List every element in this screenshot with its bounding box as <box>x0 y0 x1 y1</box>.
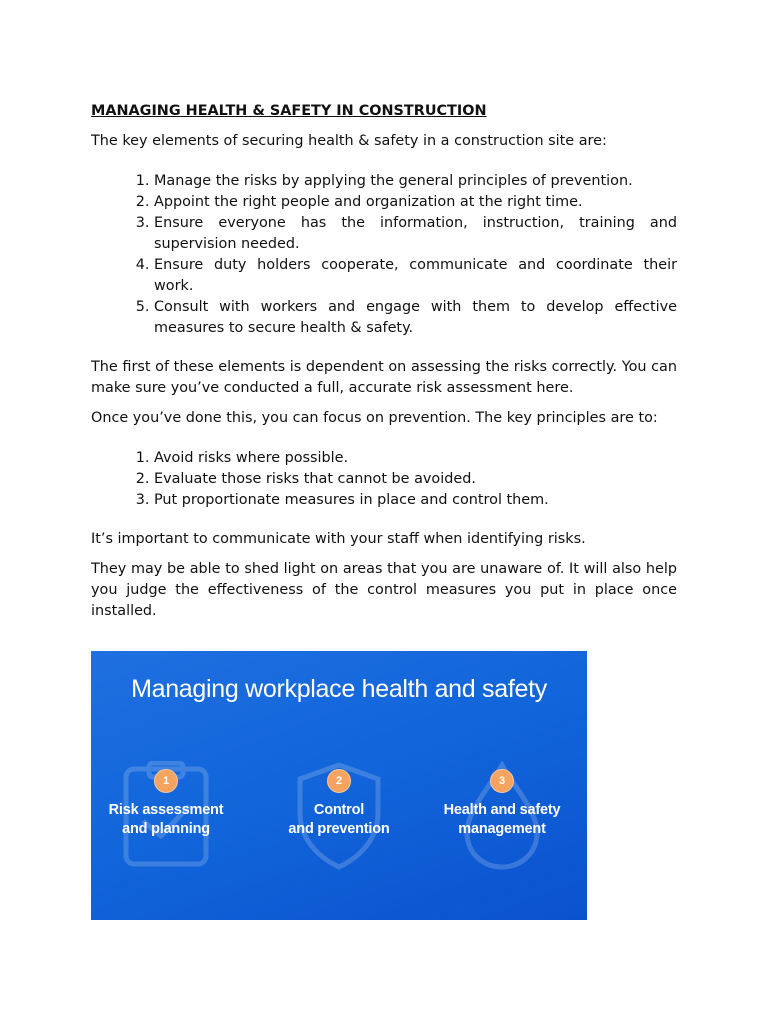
banner-title: Managing workplace health and safety <box>131 675 547 703</box>
key-elements-list <box>91 171 677 339</box>
step-label-line2: management <box>458 821 546 837</box>
list-item: 5. Consult with workers and engage with them to develop effective measures to secure health & safety. <box>154 297 677 339</box>
step-health-safety-management <box>427 769 577 839</box>
list-item: 4. Ensure duty holders cooperate, communicate and coordinate their work. <box>154 255 677 297</box>
step-label-line2: and planning <box>122 821 210 837</box>
prevention-paragraph: Once you’ve done this, you can focus on prevention. The key principles are to: <box>91 410 658 426</box>
step-label-line1: Health and safety <box>443 802 561 818</box>
step-risk-assessment <box>91 769 241 839</box>
list-item: 3. Put proportionate measures in place and control them. <box>154 490 677 511</box>
intro-paragraph: The key elements of securing health & safety in a construction site are: <box>91 133 607 149</box>
step-number-badge: 3 <box>490 769 514 793</box>
document-title: MANAGING HEALTH & SAFETY IN CONSTRUCTION <box>91 103 487 119</box>
step-number-badge: 2 <box>327 769 351 793</box>
step-label-line1: Control <box>313 802 365 818</box>
principles-list <box>91 448 677 511</box>
communicate-paragraph: It’s important to communicate with your staff when identifying risks. <box>91 531 586 547</box>
step-label-line2: and prevention <box>288 821 390 837</box>
list-item: 3. Ensure everyone has the information, instruction, training and supervision needed. <box>154 213 677 255</box>
step-label-line1: Risk assessment <box>108 802 224 818</box>
document-body <box>91 101 677 631</box>
list-item: 1. Manage the risks by applying the general principles of prevention. <box>154 171 677 192</box>
list-item: 1. Avoid risks where possible. <box>154 448 677 469</box>
shed-light-paragraph: They may be able to shed light on areas that you are unaware of. It will also help you judge the effectiveness of the control measures you put in place once installed. <box>91 561 677 619</box>
risk-paragraph: The first of these elements is dependent on assessing the risks correctly. You can make sure you’ve conducted a full, accurate risk assessment here. <box>91 359 677 396</box>
step-number-badge: 1 <box>154 769 178 793</box>
list-item: 2. Appoint the right people and organization at the right time. <box>154 192 677 213</box>
list-item: 2. Evaluate those risks that cannot be avoided. <box>154 469 677 490</box>
step-control-prevention <box>264 769 414 839</box>
health-safety-banner <box>91 651 587 920</box>
